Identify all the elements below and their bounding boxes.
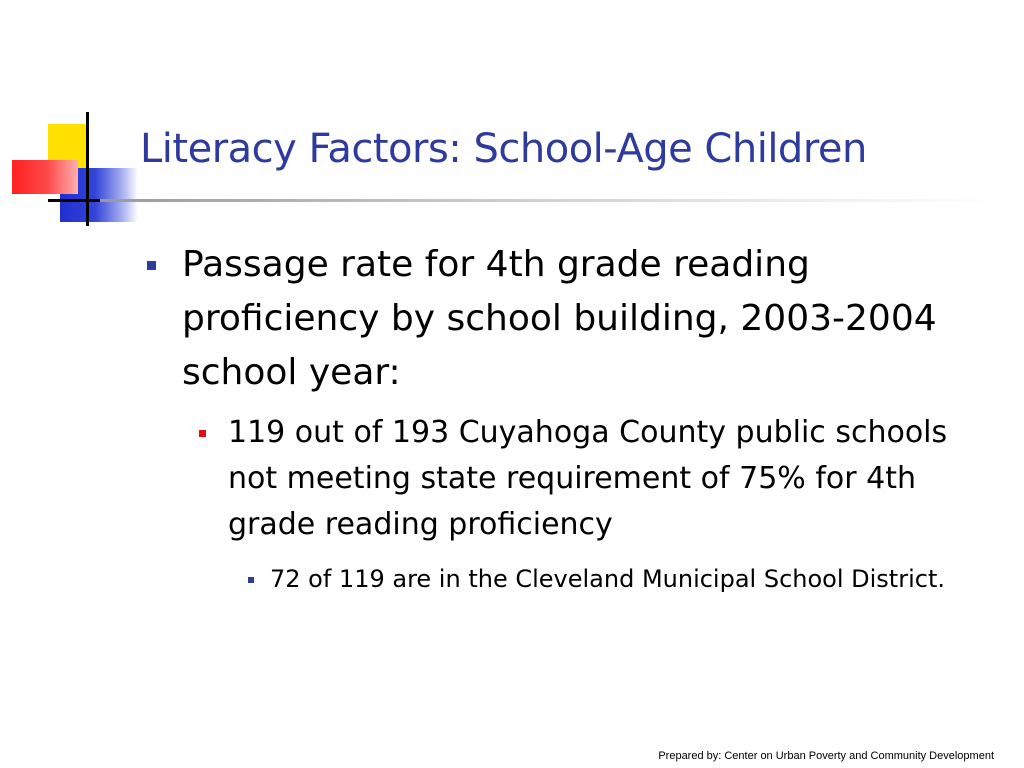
logo-horizontal-line (48, 199, 102, 202)
decorative-squares-logo (0, 0, 150, 240)
bullet-text: 119 out of 193 Cuyahoga County public schools not meeting state requirement of 75% for 4th grade reading proficiency (228, 415, 948, 542)
logo-vertical-line (86, 112, 89, 226)
bullet-level-2 (228, 410, 988, 548)
bullet-text: Passage rate for 4th grade reading proficiency by school building, 2003-2004 school year: (182, 244, 937, 393)
square-bullet-icon (248, 577, 254, 583)
bullet-level-1 (182, 238, 942, 400)
footer-credit: Prepared by: Center on Urban Poverty and Community Development (658, 750, 994, 762)
square-bullet-icon (199, 430, 206, 437)
red-square (12, 160, 78, 194)
title-underline (100, 199, 1000, 202)
bullet-level-3 (270, 560, 1000, 598)
bullet-text: 72 of 119 are in the Cleveland Municipal School District. (270, 565, 945, 593)
square-bullet-icon (147, 261, 156, 270)
slide-title: Literacy Factors: School-Age Children (140, 126, 867, 172)
